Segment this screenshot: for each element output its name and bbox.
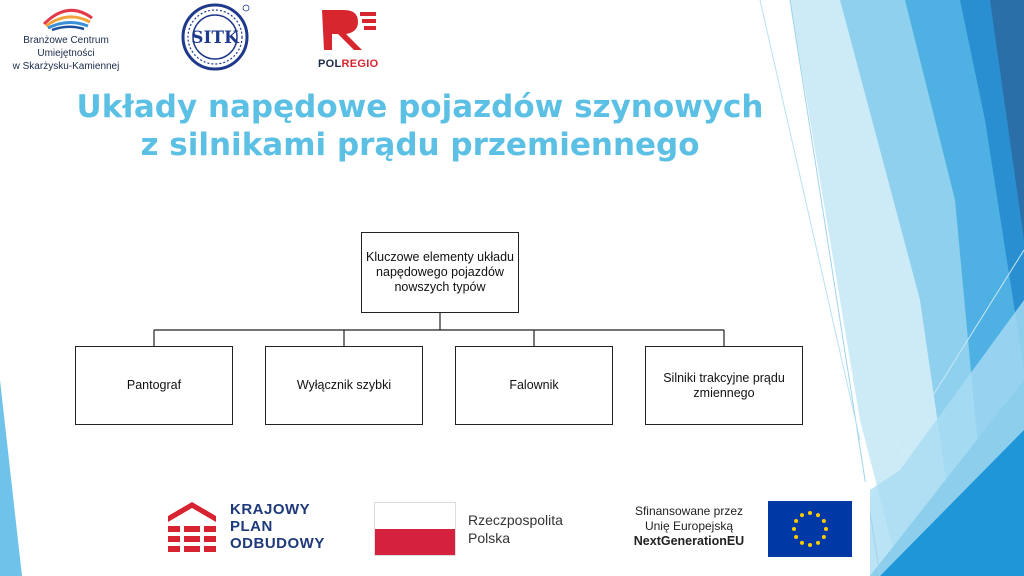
polregio-text-pol: POL (318, 58, 342, 70)
rp-text-line: Rzeczpospolita (468, 512, 563, 528)
title-line: Układy napędowe pojazdów szynowych (76, 89, 764, 125)
diagram-child-node: Silniki trakcyjne prądu zmiennego (645, 346, 803, 425)
diagram-child-node: Falownik (455, 346, 613, 425)
footer-logos (150, 482, 870, 576)
diagram-root-node: Kluczowe elementy układu napędowego pojazdów nowszych typów (361, 232, 519, 313)
eu-text-line: Sfinansowane przez (634, 504, 744, 518)
bcu-name-line: Branżowe Centrum (23, 35, 109, 46)
kpo-text-line: KRAJOWY (230, 501, 311, 518)
title-line: z silnikami prądu przemiennego (140, 127, 700, 163)
kpo-text-line: PLAN (230, 518, 273, 535)
bcu-name-line: Umiejętności (37, 48, 95, 59)
rp-text-line: Polska (468, 530, 511, 546)
kpo-text-line: ODBUDOWY (230, 535, 325, 552)
polregio-text-regio: REGIO (341, 58, 379, 70)
eu-text-line: NextGenerationEU (633, 534, 745, 548)
eu-text-line: Unię Europejską (644, 519, 734, 533)
eu-flag-icon (768, 501, 852, 557)
kpo-emblem-icon (166, 498, 218, 554)
diagram-child-node: Pantograf (75, 346, 233, 425)
diagram-child-node: Wyłącznik szybki (265, 346, 423, 425)
sitk-text: SITK (191, 28, 239, 48)
polish-flag-icon (374, 502, 456, 556)
bcu-name-line: w Skarżysku-Kamiennej (12, 61, 120, 72)
